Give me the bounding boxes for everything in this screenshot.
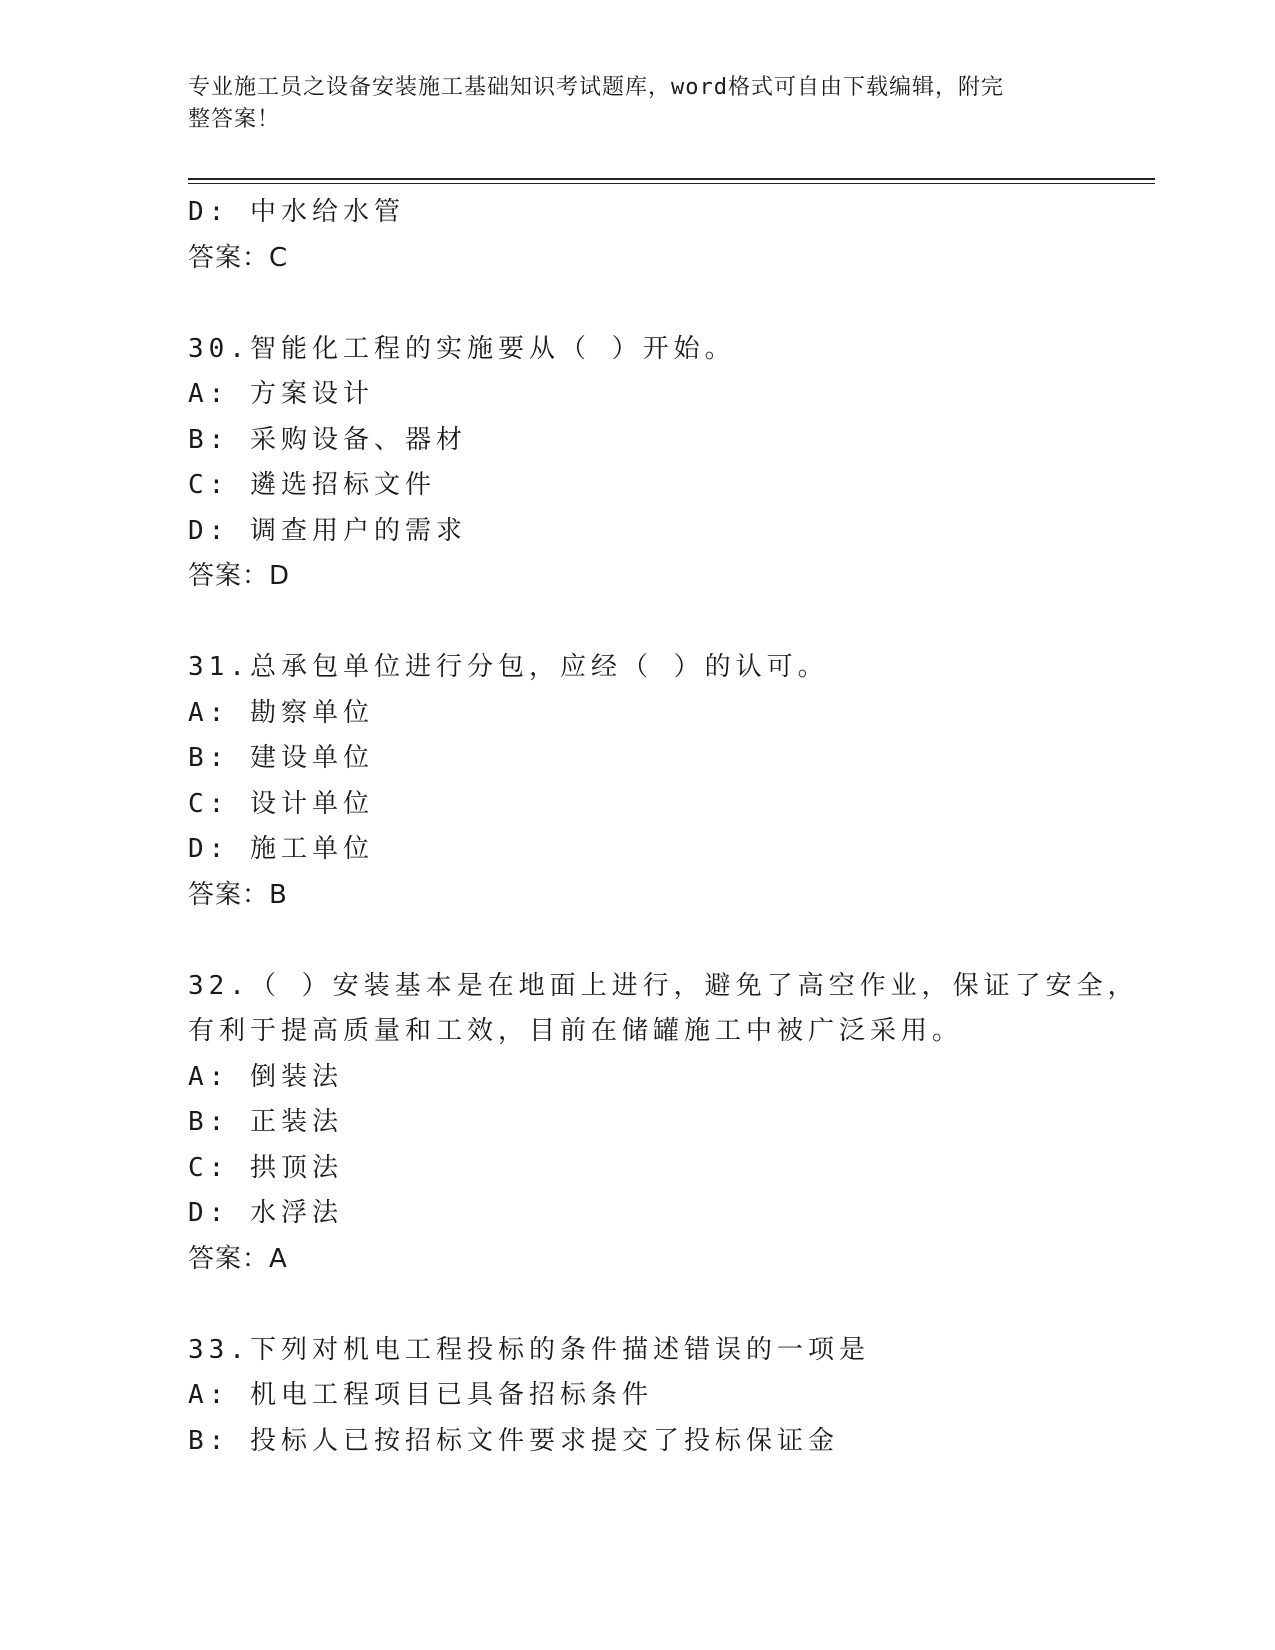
option-d: D: 施工单位	[188, 834, 374, 864]
question-30	[188, 327, 1148, 600]
answer: 答案：C	[188, 242, 289, 273]
option-d: D: 调查用户的需求	[188, 515, 467, 546]
option-b: B: 正装法	[188, 1107, 343, 1137]
answer: 答案：B	[188, 879, 288, 910]
option-c: C: 遴选招标文件	[188, 470, 436, 500]
answer: 答案：A	[188, 1243, 288, 1274]
question-33	[188, 1328, 1148, 1465]
header-rule-thin	[188, 183, 1155, 184]
option-b: B: 投标人已按招标文件要求提交了投标保证金	[188, 1425, 839, 1456]
question-stem: 33.下列对机电工程投标的条件描述错误的一项是	[188, 1334, 870, 1365]
option-d: D: 中水给水管	[188, 197, 405, 227]
question-stem: 30.智能化工程的实施要从（ ）开始。	[188, 333, 736, 364]
option-a: A: 机电工程项目已具备招标条件	[188, 1380, 653, 1410]
option-c: C: 拱顶法	[188, 1152, 343, 1183]
previous-question-tail	[188, 190, 1148, 281]
option-a: A: 勘察单位	[188, 697, 374, 728]
question-stem: 31.总承包单位进行分包，应经（ ）的认可。	[188, 652, 829, 682]
question-stem-line-2: 有利于提高质量和工效，目前在储罐施工中被广泛采用。	[188, 1016, 964, 1046]
spacer	[188, 918, 1148, 964]
question-stem-line-1: 32.（ ）安装基本是在地面上进行，避免了高空作业，保证了安全，	[188, 970, 1139, 1001]
question-list	[188, 190, 1148, 1464]
spacer	[188, 281, 1148, 327]
option-b: B: 采购设备、器材	[188, 424, 467, 455]
option-b: B: 建设单位	[188, 743, 374, 773]
answer: 答案：D	[188, 561, 291, 591]
header-line-2: 整答案！	[188, 107, 281, 132]
question-32	[188, 964, 1148, 1283]
option-c: C: 设计单位	[188, 788, 374, 819]
spacer	[188, 600, 1148, 646]
header-rule-thick	[188, 178, 1155, 180]
option-d: D: 水浮法	[188, 1198, 343, 1228]
page-header	[188, 72, 1068, 136]
option-a: A: 倒装法	[188, 1061, 343, 1092]
option-a: A: 方案设计	[188, 379, 374, 409]
spacer	[188, 1282, 1148, 1328]
header-line-1: 专业施工员之设备安装施工基础知识考试题库，word格式可自由下载编辑，附完	[188, 75, 1004, 100]
question-31	[188, 645, 1148, 918]
